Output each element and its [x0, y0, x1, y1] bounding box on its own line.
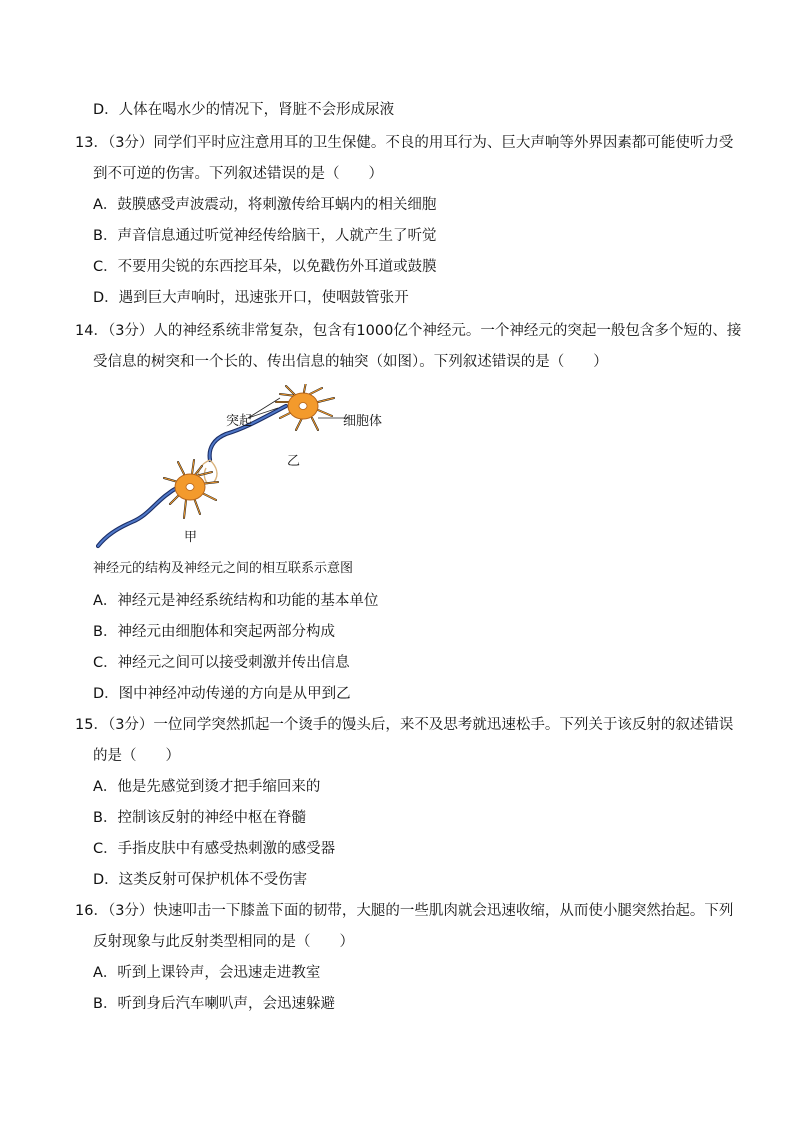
q14-stem-line1: 14．（3分）人的神经系统非常复杂，包含有1000亿个神经元。一个神经元的突起一般包含多个短的、接: [75, 323, 742, 339]
q14-option-b: B．神经元由细胞体和突起两部分构成: [93, 624, 335, 640]
q13-option-c: C．不要用尖锐的东西挖耳朵，以免戳伤外耳道或鼓膜: [93, 259, 437, 275]
label-cell-body: 细胞体: [343, 414, 383, 429]
label-process: 突起: [226, 414, 253, 429]
q14-option-c: C．神经元之间可以接受刺激并传出信息: [93, 655, 350, 671]
q13-stem-line2: 到不可逆的伤害。下列叙述错误的是（ ）: [93, 166, 383, 182]
q16-stem-line2: 反射现象与此反射类型相同的是（ ）: [93, 934, 354, 950]
neuron-b: [198, 384, 334, 484]
q15-option-c: C．手指皮肤中有感受热刺激的感受器: [93, 841, 336, 857]
label-neuron-b: 乙: [287, 454, 301, 469]
label-neuron-a: 甲: [184, 530, 198, 545]
q16-stem-line1: 16．（3分）快速叩击一下膝盖下面的韧带，大腿的一些肌肉就会迅速收缩，从而使小腿突然抬起。下列: [75, 903, 734, 919]
q15-option-b: B．控制该反射的神经中枢在脊髓: [93, 810, 306, 826]
q13-option-b: B．声音信息通过听觉神经传给脑干，人就产生了听觉: [93, 228, 437, 244]
q13-option-a: A．鼓膜感受声波震动，将刺激传给耳蜗内的相关细胞: [93, 197, 437, 213]
q14-option-a: A．神经元是神经系统结构和功能的基本单位: [93, 593, 379, 609]
q13-stem-line1: 13．（3分）同学们平时应注意用耳的卫生保健。不良的用耳行为、巨大声响等外界因素都可能使听力受: [75, 135, 734, 151]
neuron-a: [98, 460, 218, 546]
q15-stem-line2: 的是（ ）: [93, 748, 180, 764]
q16-option-a: A．听到上课铃声，会迅速走进教室: [93, 965, 321, 981]
leader-process-1: [248, 398, 280, 418]
q16-option-b: B．听到身后汽车喇叭声，会迅速躲避: [93, 996, 335, 1012]
q15-stem-line1: 15．（3分）一位同学突然抓起一个烫手的馒头后，来不及思考就迅速松手。下列关于该反射的叙述错误: [75, 717, 734, 733]
q15-option-d: D．这类反射可保护机体不受伤害: [93, 872, 308, 888]
q14-option-d: D．图中神经冲动传递的方向是从甲到乙: [93, 686, 351, 702]
q13-option-d: D．遇到巨大声响时，迅速张开口，使咽鼓管张开: [93, 290, 409, 306]
q12-option-d: D．人体在喝水少的情况下，肾脏不会形成尿液: [93, 102, 395, 118]
q14-stem-line2: 受信息的树突和一个长的、传出信息的轴突（如图）。下列叙述错误的是（ ）: [93, 354, 608, 370]
q15-option-a: A．他是先感觉到烫才把手缩回来的: [93, 779, 321, 795]
figure-caption: 神经元的结构及神经元之间的相互联系示意图: [93, 561, 354, 576]
